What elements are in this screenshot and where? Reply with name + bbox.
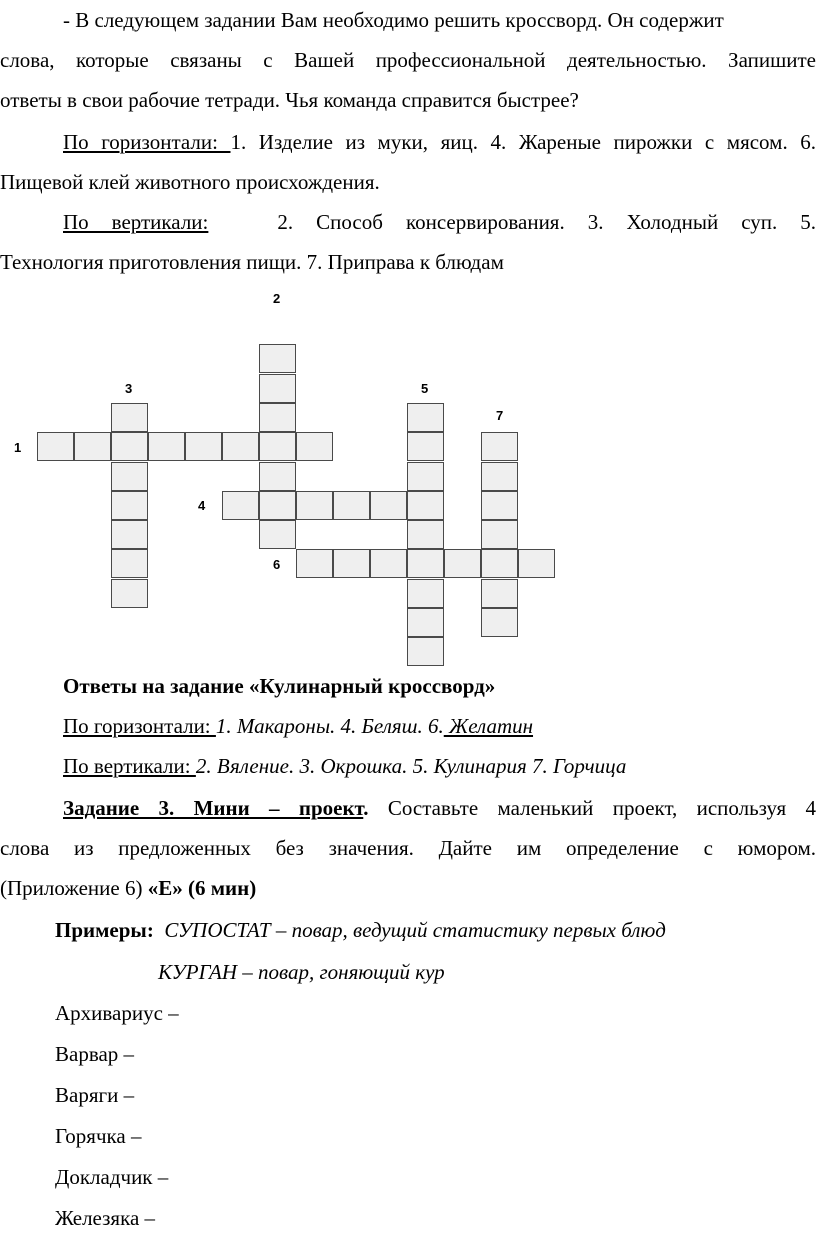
- word-item: Докладчик –: [55, 1165, 169, 1189]
- crossword-cell: [481, 491, 518, 520]
- crossword-cell: [407, 608, 444, 637]
- crossword-cell: [296, 432, 333, 461]
- crossword-cell: [259, 462, 296, 491]
- examples-line-1: [55, 916, 666, 944]
- crossword-cell: [222, 491, 259, 520]
- word-item: Варвар –: [55, 1042, 135, 1066]
- crossword-number-5: 5: [421, 381, 429, 396]
- intro-line-1: - В следующем задании Вам необходимо решить кроссворд. Он содержит: [63, 8, 724, 32]
- task3-line-1: [63, 794, 816, 822]
- crossword-cell: [481, 608, 518, 637]
- crossword-cell: [333, 491, 370, 520]
- crossword-cell: [407, 520, 444, 549]
- crossword-cell: [222, 432, 259, 461]
- crossword-cell: [111, 491, 148, 520]
- crossword-cell: [407, 491, 444, 520]
- task3-title: Задание 3. Мини – проект: [63, 796, 364, 820]
- crossword-cell: [259, 374, 296, 403]
- crossword-cell: [37, 432, 74, 461]
- word-item: Железяка –: [55, 1206, 156, 1230]
- crossword-cell: [518, 549, 555, 578]
- crossword-cell: [407, 432, 444, 461]
- crossword-number-7: 7: [496, 408, 504, 423]
- crossword-number-4: 4: [198, 498, 206, 513]
- horizontal-clues-label: По горизонтали:: [63, 130, 231, 154]
- crossword-cell: [481, 520, 518, 549]
- crossword-cell: [407, 462, 444, 491]
- answers-vertical-text: 2. Вяление. 3. Окрошка. 5. Кулинария 7. Горчица: [195, 754, 627, 778]
- crossword-cell: [407, 549, 444, 578]
- crossword-cell: [111, 549, 148, 578]
- task3-line-3: [0, 874, 256, 902]
- crossword-cell: [407, 579, 444, 608]
- answers-vertical-label: По вертикали:: [63, 754, 196, 778]
- crossword-cell: [185, 432, 222, 461]
- crossword-cell: [111, 579, 148, 608]
- answers-vertical: [63, 752, 626, 780]
- vertical-clues-label: По вертикали:: [63, 210, 209, 234]
- word-item: Горячка –: [55, 1124, 142, 1148]
- word-item: Архивариус –: [55, 1001, 179, 1025]
- example-2: КУРГАН – повар, гоняющий кур: [158, 960, 445, 984]
- crossword-cell: [296, 549, 333, 578]
- crossword-cell: [370, 549, 407, 578]
- vertical-clues-line-2: Технология приготовления пищи. 7. Приправа к блюдам: [0, 250, 504, 274]
- vertical-clues-text: 2. Способ консервирования. 3. Холодный суп. 5.: [277, 210, 816, 234]
- task3-appendix: (Приложение 6): [0, 876, 148, 900]
- crossword-cell: [481, 462, 518, 491]
- crossword-cell: [259, 432, 296, 461]
- intro-line-2: слова, которые связаны с Вашей профессиональной деятельностью. Запишите: [0, 48, 816, 72]
- crossword-cell: [259, 344, 296, 373]
- answers-horizontal-text-underlined: Желатин: [443, 714, 534, 738]
- crossword-cell: [370, 491, 407, 520]
- horizontal-clues-line-2: Пищевой клей животного происхождения.: [0, 170, 380, 194]
- answers-horizontal: [63, 712, 533, 740]
- crossword-cell: [111, 520, 148, 549]
- crossword-number-2: 2: [273, 291, 281, 306]
- crossword-number-6: 6: [273, 557, 281, 572]
- crossword-cell: [333, 549, 370, 578]
- horizontal-clues-line-1: [63, 128, 816, 156]
- crossword-cell: [148, 432, 185, 461]
- horizontal-clues-text: 1. Изделие из муки, яиц. 4. Жареные пирожки с мясом. 6.: [230, 130, 816, 154]
- answers-horizontal-text: 1. Макароны. 4. Беляш. 6.: [215, 714, 444, 738]
- crossword-cell: [259, 403, 296, 432]
- crossword-cell: [407, 637, 444, 666]
- examples-label: Примеры:: [55, 918, 154, 942]
- vertical-clues-line-1: [63, 208, 816, 236]
- crossword-cell: [259, 520, 296, 549]
- crossword-cell: [296, 491, 333, 520]
- crossword-cell: [74, 432, 111, 461]
- word-item: Варяги –: [55, 1083, 135, 1107]
- task3-title-dot: .: [363, 796, 369, 820]
- crossword-cell: [444, 549, 481, 578]
- crossword-number-1: 1: [14, 440, 22, 455]
- crossword-grid: [0, 285, 816, 675]
- crossword-cell: [259, 491, 296, 520]
- crossword-cell: [481, 579, 518, 608]
- crossword-cell: [111, 403, 148, 432]
- answers-title: Ответы на задание «Кулинарный кроссворд»: [63, 674, 496, 698]
- task3-time: «Е» (6 мин): [147, 876, 257, 900]
- intro-line-3: ответы в свои рабочие тетради. Чья команда справится быстрее?: [0, 88, 579, 112]
- crossword-number-3: 3: [125, 381, 133, 396]
- example-1: СУПОСТАТ – повар, ведущий статистику первых блюд: [164, 918, 666, 942]
- answers-horizontal-label: По горизонтали:: [63, 714, 216, 738]
- crossword-cell: [407, 403, 444, 432]
- task3-text: Составьте маленький проект, используя 4: [368, 796, 816, 820]
- crossword-cell: [111, 432, 148, 461]
- crossword-cell: [111, 462, 148, 491]
- task3-line-2: слова из предложенных без значения. Дайте им определение с юмором.: [0, 836, 816, 860]
- crossword-cell: [481, 549, 518, 578]
- crossword-cell: [481, 432, 518, 461]
